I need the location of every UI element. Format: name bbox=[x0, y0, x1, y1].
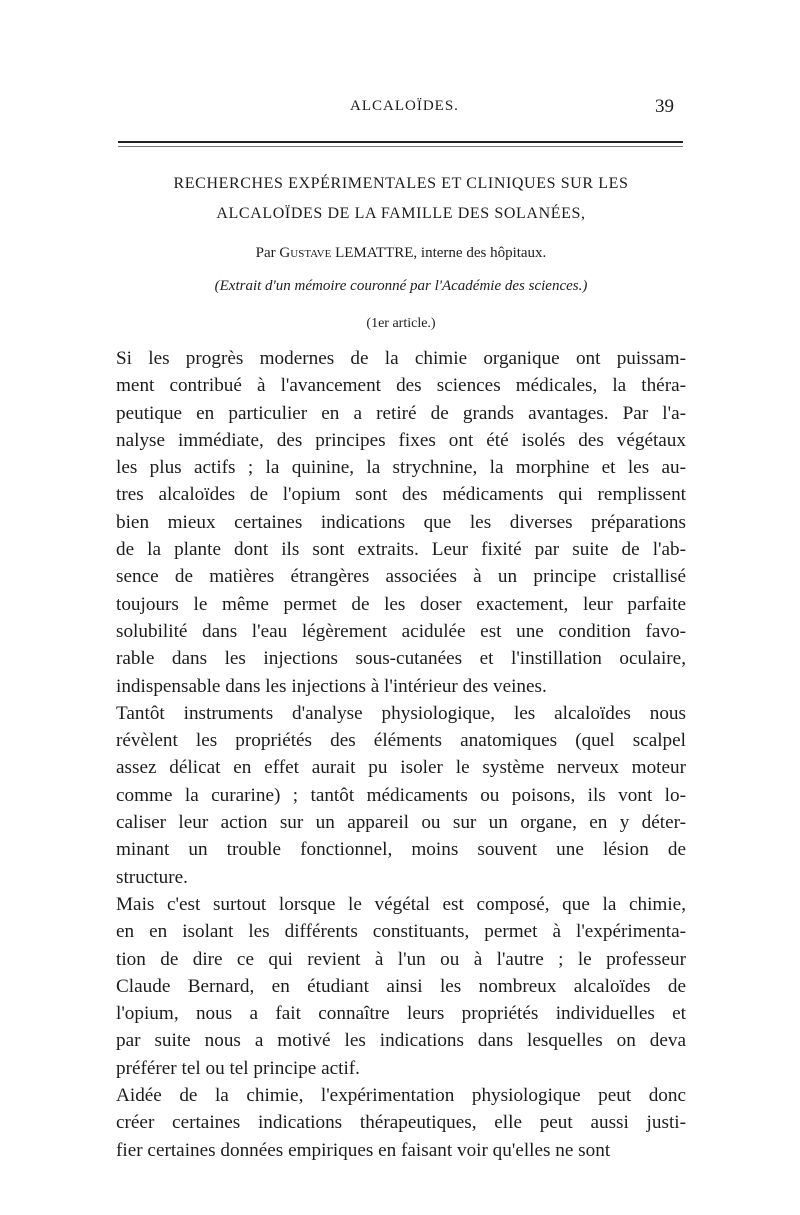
body-line: Aidée de la chimie, l'expérimentation physiologique peut donc bbox=[116, 1085, 686, 1107]
body-line: caliser leur action sur un appareil ou sur un organe, en y déter- bbox=[116, 812, 686, 834]
byline-suffix: , interne des hôpitaux. bbox=[413, 245, 547, 261]
body-line: rable dans les injections sous-cutanées et l'instillation oculaire, bbox=[116, 648, 686, 670]
body-line: Claude Bernard, en étudiant ainsi les nombreux alcaloïdes de bbox=[116, 975, 686, 997]
body-line: bien mieux certaines indications que les diverses préparations bbox=[116, 511, 686, 533]
article-title-line-2: ALCALOÏDES DE LA FAMILLE DES SOLANÉES, bbox=[216, 205, 586, 222]
body-line: révèlent les propriétés des éléments anatomiques (quel scalpel bbox=[116, 730, 686, 752]
body-line: peutique en particulier en a retiré de grands avantages. Par l'a- bbox=[116, 402, 686, 424]
body-line: structure. bbox=[116, 866, 188, 888]
body-line: les plus actifs ; la quinine, la strychnine, la morphine et les au- bbox=[116, 457, 686, 479]
body-line: minant un trouble fonctionnel, moins souvent une lésion de bbox=[116, 839, 686, 861]
byline-prefix: Par bbox=[255, 245, 280, 261]
body-line: solubilité dans l'eau légèrement acidulée est une condition favo- bbox=[116, 620, 686, 642]
body-line: assez délicat en effet aurait pu isoler le système nerveux moteur bbox=[116, 757, 686, 779]
body-line: tion de dire ce qui revient à l'un ou à l'autre ; le professeur bbox=[116, 948, 686, 970]
body-line: sence de matières étrangères associées à un principe cristallisé bbox=[116, 566, 686, 588]
body-line: créer certaines indications thérapeutiques, elle peut aussi justi- bbox=[116, 1112, 686, 1134]
byline bbox=[116, 245, 686, 262]
body-line: toujours le même permet de les doser exactement, leur parfaite bbox=[116, 593, 686, 615]
header-rule bbox=[118, 141, 683, 143]
body-line: Si les progrès modernes de la chimie organique ont puissam- bbox=[116, 348, 686, 369]
body-line: tres alcaloïdes de l'opium sont des médicaments qui remplissent bbox=[116, 484, 686, 506]
article-note: (1er article.) bbox=[366, 316, 436, 331]
body-line: par suite nous a motivé les indications dans lesquelles on deva bbox=[116, 1030, 686, 1052]
body-text bbox=[116, 345, 686, 1164]
body-line: préférer tel ou tel principe actif. bbox=[116, 1057, 360, 1079]
running-head: ALCALOÏDES. bbox=[350, 98, 459, 114]
body-line: en en isolant les différents constituants, permet à l'expérimenta- bbox=[116, 921, 686, 943]
extract-note: (Extrait d'un mémoire couronné par l'Académie des sciences.) bbox=[214, 278, 588, 294]
body-line: ment contribué à l'avancement des sciences médicales, la théra- bbox=[116, 375, 686, 397]
body-line: comme la curarine) ; tantôt médicaments ou poisons, ils vont lo- bbox=[116, 784, 686, 806]
body-line: Tantôt instruments d'analyse physiologique, les alcaloïdes nous bbox=[116, 702, 686, 724]
article-title-line-1: RECHERCHES EXPÉRIMENTALES ET CLINIQUES SUR LES bbox=[173, 175, 629, 192]
body-line: fier certaines données empiriques en faisant voir qu'elles ne sont bbox=[116, 1139, 611, 1161]
byline-author: Gustave LEMATTRE bbox=[279, 245, 414, 261]
page-number: 39 bbox=[655, 96, 674, 117]
body-line: Mais c'est surtout lorsque le végétal est composé, que la chimie, bbox=[116, 893, 686, 915]
header-rule-thin bbox=[118, 146, 683, 147]
body-line: indispensable dans les injections à l'intérieur des veines. bbox=[116, 675, 547, 697]
body-line: l'opium, nous a fait connaître leurs propriétés individuelles et bbox=[116, 1003, 686, 1025]
body-line: de la plante dont ils sont extraits. Leur fixité par suite de l'ab- bbox=[116, 539, 686, 561]
body-line: nalyse immédiate, des principes fixes ont été isolés des végétaux bbox=[116, 429, 686, 451]
